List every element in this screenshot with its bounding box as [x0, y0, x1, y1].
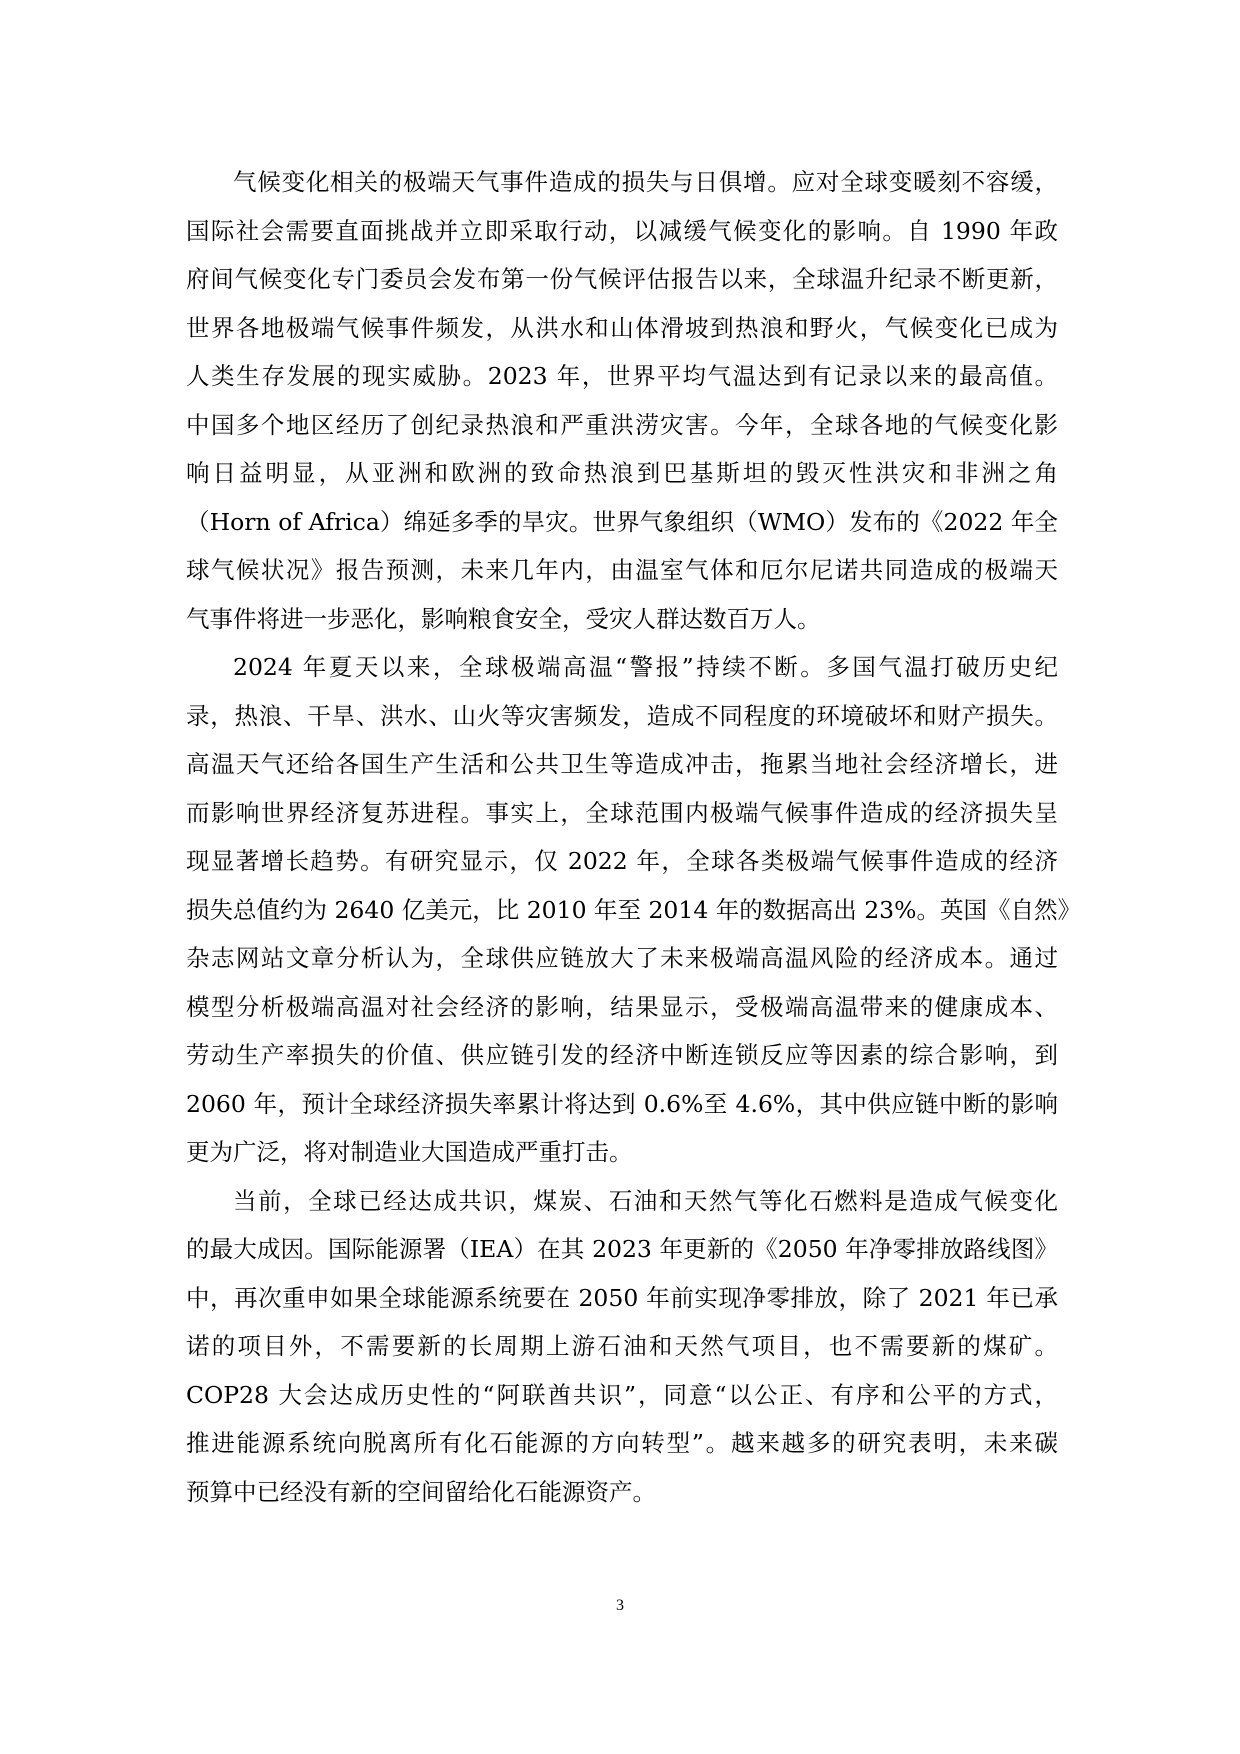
- paragraph-1-line: 府间气候变化专门委员会发布第一份气候评估报告以来，全球温升纪录不断更新，: [186, 265, 1058, 293]
- paragraph-3-line: COP28 大会达成历史性的“阿联酋共识”，同意“以公正、有序和公平的方式，: [186, 1380, 1058, 1409]
- paragraph-3-line: 预算中已经没有新的空间留给化石能源资产。: [186, 1477, 656, 1506]
- paragraph-1-line: 世界各地极端气候事件频发，从洪水和山体滑坡到热浪和野火，气候变化已成为: [186, 313, 1058, 342]
- paragraph-2-line: 更为广泛，将对制造业大国造成严重打击。: [186, 1138, 633, 1166]
- paragraph-2-line: 录，热浪、干旱、洪水、山火等灾害频发，造成不同程度的环境破坏和财产损失。: [186, 701, 1058, 730]
- paragraph-1-line: （Horn of Africa）绵延多季的旱灾。世界气象组织（WMO）发布的《2022 年全: [186, 507, 1058, 536]
- paragraph-1-line: 国际社会需要直面挑战并立即采取行动，以减缓气候变化的影响。自 1990 年政: [186, 216, 1058, 245]
- paragraph-2-line: 2060 年，预计全球经济损失率累计将达到 0.6%至 4.6%，其中供应链中断的影响: [186, 1089, 1058, 1118]
- paragraph-1-line: 中国多个地区经历了创纪录热浪和严重洪涝灾害。今年，全球各地的气候变化影: [186, 410, 1058, 439]
- paragraph-2-line: 劳动生产率损失的价值、供应链引发的经济中断连锁反应等因素的综合影响，到: [186, 1041, 1058, 1069]
- paragraph-1-line: 响日益明显，从亚洲和欧洲的致命热浪到巴基斯坦的毁灭性洪灾和非洲之角: [186, 459, 1058, 487]
- paragraph-3-line: 推进能源系统向脱离所有化石能源的方向转型”。越来越多的研究表明，未来碳: [186, 1429, 1058, 1457]
- paragraph-2-line: 杂志网站文章分析认为，全球供应链放大了未来极端高温风险的经济成本。通过: [186, 944, 1058, 972]
- body-text: [186, 158, 1081, 1516]
- paragraph-1-line: 人类生存发展的现实威胁。2023 年，世界平均气温达到有记录以来的最高值。: [186, 362, 1058, 390]
- paragraph-3-line: 的最大成因。国际能源署（IEA）在其 2023 年更新的《2050 年净零排放路线图》: [186, 1235, 1058, 1263]
- paragraph-1-line: 气事件将进一步恶化，影响粮食安全，受灾人群达数百万人。: [186, 604, 821, 633]
- paragraph-2-line: 高温天气还给各国生产生活和公共卫生等造成冲击，拖累当地社会经济增长，进: [186, 750, 1058, 778]
- paragraph-2-line: 模型分析极端高温对社会经济的影响，结果显示，受极端高温带来的健康成本、: [186, 992, 1058, 1021]
- paragraph-1-line: 球气候状况》报告预测，未来几年内，由温室气体和厄尔尼诺共同造成的极端天: [186, 556, 1058, 584]
- page-number: 3: [616, 1597, 624, 1614]
- paragraph-3-line: 当前，全球已经达成共识，煤炭、石油和天然气等化石燃料是造成气候变化: [233, 1186, 1058, 1215]
- paragraph-2-line: 现显著增长趋势。有研究显示，仅 2022 年，全球各类极端气候事件造成的经济: [186, 847, 1058, 875]
- paragraph-1-line: 气候变化相关的极端天气事件造成的损失与日俱增。应对全球变暖刻不容缓，: [233, 168, 1058, 196]
- paragraph-2-line: 2024 年夏天以来，全球极端高温“警报”持续不断。多国气温打破历史纪: [233, 653, 1058, 681]
- paragraph-3-line: 中，再次重申如果全球能源系统要在 2050 年前实现净零排放，除了 2021 年已承: [186, 1283, 1058, 1312]
- paragraph-2-line: 而影响世界经济复苏进程。事实上，全球范围内极端气候事件造成的经济损失呈: [186, 798, 1058, 827]
- paragraph-2-line: 损失总值约为 2640 亿美元，比 2010 年至 2014 年的数据高出 23%。英国《自然》: [186, 895, 1081, 924]
- paragraph-3-line: 诺的项目外，不需要新的长周期上游石油和天然气项目，也不需要新的煤矿。: [186, 1332, 1058, 1360]
